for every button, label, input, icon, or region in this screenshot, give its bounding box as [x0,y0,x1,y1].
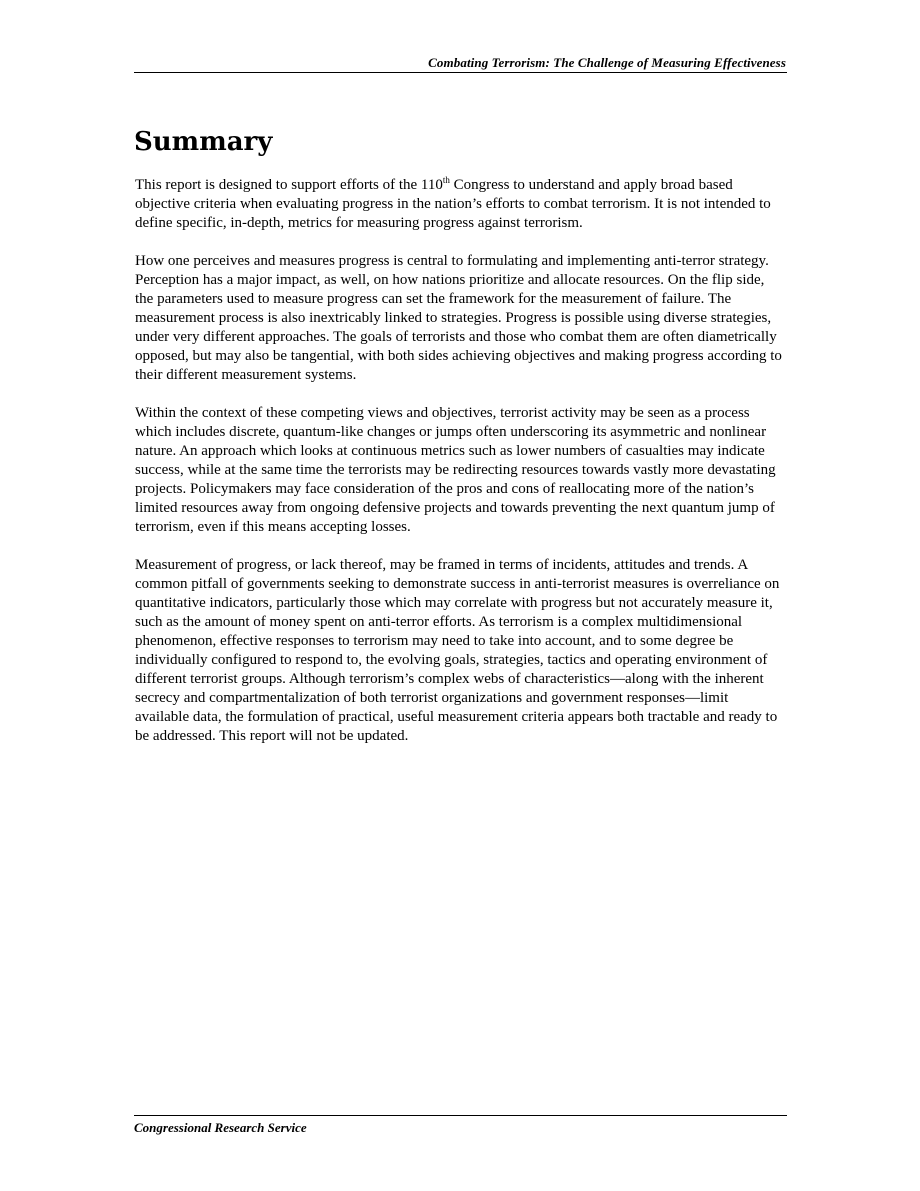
page-title: Summary [134,127,273,157]
paragraph-1-text-start: This report is designed to support efforts of the 110 [135,177,443,193]
summary-paragraph-2: How one perceives and measures progress is central to formulating and implementing anti-terror strategy. Perception has a major impact, as well, on how nations prioritize and allocate resources. On the flip side, the parameters used to measure progress can set the framework for the measurement of failure. The measurement process is also inextricably linked to strategies. Progress is possible using diverse strategies, under very different approaches. The goals of terrorists and those who combat them are often diametrically opposed, but may also be tangential, with both sides achieving objectives and making progress according to their different measurement systems. [135,253,782,383]
summary-paragraph-1 [135,176,785,233]
footer-divider [134,1115,787,1116]
ordinal-superscript: th [442,175,450,185]
summary-body [135,176,785,765]
running-footer-organization: Congressional Research Service [134,1120,307,1135]
paragraph-1-text-end: Congress to understand and apply broad based objective criteria when evaluating progress in the nation’s efforts to combat terrorism. It is not intended to define specific, in-depth, metrics for measuring progress against terrorism. [135,177,771,231]
summary-paragraph-3: Within the context of these competing views and objectives, terrorist activity may be seen as a process which includes discrete, quantum-like changes or jumps often underscoring its asymmetric and nonlinear nature. An approach which looks at continuous metrics such as lower numbers of casualties may indicate success, while at the same time the terrorists may be redirecting resources towards vastly more devastating projects. Policymakers may face consideration of the pros and cons of reallocating more of the nation’s limited resources away from ongoing defensive projects and towards preventing the next quantum jump of terrorism, even if this means accepting losses. [135,405,776,535]
header-divider [134,72,787,73]
running-header-title: Combating Terrorism: The Challenge of Measuring Effectiveness [428,55,786,70]
summary-paragraph-4: Measurement of progress, or lack thereof, may be framed in terms of incidents, attitudes and trends. A common pitfall of governments seeking to demonstrate success in anti-terrorist measures is overreliance on quantitative indicators, particularly those which may correlate with progress but not accurately measure it, such as the amount of money spent on anti-terror efforts. As terrorism is a complex multidimensional phenomenon, effective responses to terrorism may need to take into account, and to some degree be individually configured to respond to, the evolving goals, strategies, tactics and operating environment of different terrorist groups. Although terrorism’s complex webs of characteristics—along with the inherent secrecy and compartmentalization of both terrorist organizations and government responses—limit available data, the formulation of practical, useful measurement criteria appears both tractable and ready to be addressed. This report will not be updated. [135,557,780,744]
